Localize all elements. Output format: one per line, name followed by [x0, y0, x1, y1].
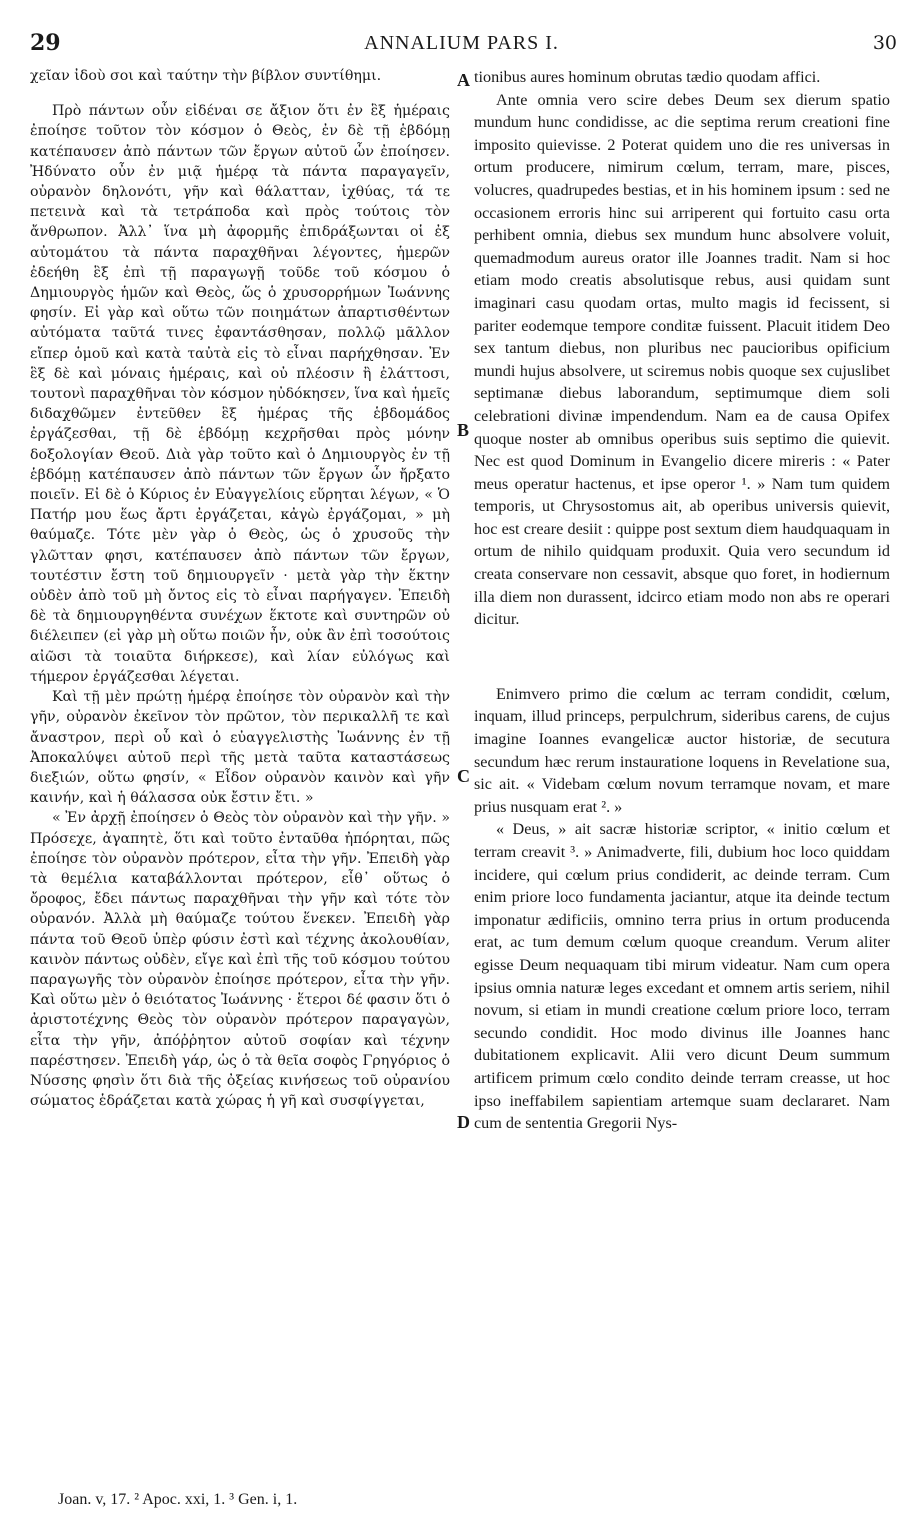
- greek-paragraph-1: Πρὸ πάντων οὖν εἰδέναι σε ἄξιον ὅτι ἐν ἓξ ἡμέραις ἐποίησε τοῦτον τὸν κόσμον ὁ Θεὸς, ἐν δὲ τῇ ἑβδόμῃ κατέπαυσεν ἀπὸ πάντων τῶν ἔργων αὐτοῦ ὧν ἐποίησεν. Ἠδύνατο οὖν ἐν μιᾷ ἡμέρᾳ τὰ πάντα παραγαγεῖν, οὐρανὸν δηλονότι, γῆν καὶ θάλατταν, ἰχθύας, τά τε πετεινὰ καὶ τὰ τετράποδα καὶ πρὸς τούτοις τὸν ἄνθρωπον. Ἀλλ᾽ ἵνα μὴ ἀφορμῆς ἐπιδράξωνται οἱ ἐξ αὐτομάτου τὰ πάντα παραχθῆναι λέγοντες, ἡμερῶν ἐδεήθη ἓξ ἐπὶ τῇ παραγωγῇ τοῦδε τοῦ κόσμου ὁ Δημιουργὸς ἡμῶν καὶ Θεὸς, ὥς ὁ χρυσορρήμων Ἰωάννης φησίν. Εἰ γὰρ καὶ οὕτω τῶν ποιημάτων ἀπαρτισθέντων αὐτόματα ταῦτά τινες ἐφαντάσθησαν, πολλῷ μᾶλλον εἴπερ ὁμοῦ καὶ κατὰ ταὐτὰ εἰς τὸ εἶναι παρήχθησαν. Ἐν ἓξ δὲ καὶ μόναις ἡμέραις, καὶ οὐ πλέοσιν ἢ ἐλάττοσι, τουτονὶ παραχθῆναι τὸν κόσμον ηὐδόκησεν, ἵνα καὶ ἡμεῖς διδαχθῶμεν ἐντεῦθεν ἓξ ἡμέρας τῆς ἑβδομάδος ἐργάζεσθαι, τῇ δὲ ἑβδόμῃ κεχρῆσθαι πρὸς μόνην δοξολογίαν Θεοῦ. Διὰ γὰρ τοῦτο καὶ ὁ Δημιουργὸς ἐν τῇ ἑβδόμῃ κατέπαυσεν ἀπὸ πάντων τῶν ἔργων ὧν ἤρξατο ποιεῖν. Εἰ δὲ ὁ Κύριος ἐν Εὐαγγελίοις εὕρηται λέγων, « Ὁ Πατήρ μου ἕως ἄρτι ἐργάζεται, κἀγὼ ἐργάζομαι, » μὴ θαύμαζε. Τότε μὲν γὰρ ὁ Θεὸς, ὡς ὁ χρυσοῦς τὴν γλῶτταν φησι, κατέπαυσεν ἀπὸ πάντων τῶν ἔργων, τουτέστιν ἔστη τοῦ δημιουργεῖν · μετὰ γὰρ τὴν ἕκτην οὐδὲν ἀπὸ τοῦ μὴ ὄντος εἰς τὸ εἶναι παρήγαγεν. Ἐπειδὴ δὲ τὰ δημιουργηθέντα συνέχων ἕκτοτε καὶ συντηρῶν οὐ διέλειπεν (εἰ γὰρ μὴ οὕτω ποιῶν ἦν, οὐκ ἂν ἐπὶ τοσούτοις αἰῶσι τὰ τοιαῦτα διήρκεσε), καὶ λίαν εὐλόγως καὶ τήμερον ἐργάζεσθαι λέγεται.: [30, 103, 450, 685]
- paragraph-gap: [30, 86, 450, 101]
- latin-paragraph-3: « Deus, » ait sacræ historiæ scriptor, « initio cœlum et terram creavit ³. » Animadverte, fili, dubium hoc loco quiddam incidere, qui cœlum prius condiderit, ac deinde terram. Cum enim priore loco fundamenta jaciantur, atque ita deinde tectum imponatur ædificiis, omnino terra prius in ortum producenda erat, ac tum demum cœlum quoque creandum. Verum aliter egisse Deum nequaquam tibi mirum videatur. Nam cum opera ipsius omnia naturæ leges excedant et omnem artis seriem, nihil novum, si etiam in mundi creatione cœlum priore loco, terram secundo condidit. Hoc modo divinus ille Joannes hanc dubitationem explicavit. Alii vero dicunt Deum summum artificem primum cœlo condito deinde terram creasse, ut hoc ipso ineffabilem sapientiam artemque suam declararet. Nam cum de sententia Gregorii Nys-: [474, 820, 890, 1133]
- running-title: ANNALIUM PARS I.: [364, 32, 559, 54]
- greek-column: [30, 66, 450, 1111]
- margin-marker-a: A: [457, 70, 470, 90]
- page-number-right: 30: [872, 32, 897, 54]
- latin-paragraph-1: Ante omnia vero scire debes Deum sex dierum spatio mundum hunc condidisse, ac die septima rerum creationi fine imposito quievisse. 2 Poterat quidem uno die res universas in ortum producere, nimirum cœlum, terram, mare, pisces, volucres, quadrupedes bestias, et in his hominem ipsum : sed ne occasionem erroris hinc sui arriperent qui fortuito casu orta perhibent omnia, diebus sex mundum hunc absolvere voluit, quemadmodum aureus orator ille Joannes tradit. Nam si hoc etiam modo creatis absolutisque rebus, ausi quidam sunt imaginari casu quodam ortas, multo magis id fecissent, si pariter eodemque tempore conditæ fuissent. Placuit itidem Deo sex tantum diebus, non pluribus nec paucioribus opificium mundi hujus absolvere, ut sciremus nobis quoque sex cujuslibet septimanæ diebus laborandum, septimumque diem soli celebrationi divinæ impendendum. Nam ea de causa Opifex quoque noster ab omnibus operibus suis septimo die quievit. Nec est quod Dominum in Evangelio dicere mireris : « Pater meus operatur hactenus, et ipse operor ¹. » Nam tum quidem temporis, ut Chrysostomus ait, ab operibus universis quievit, hoc est creare desiit : quippe post sextum diem haudquaquam in ortum de nihilo quidquam produxit. Quia vero secundum id creata conservare non cessavit, absque quo foret, in hodiernum illa diem non durassent, idcirco etiam modo non abs re operari dicitur.: [474, 90, 890, 629]
- latin-paragraph-0: tionibus aures hominum obrutas tædio quodam affici.: [474, 68, 821, 86]
- page-number-left: 29: [30, 30, 61, 56]
- greek-paragraph-0: χεῖαν ἰδοὺ σοι καὶ ταύτην τὴν βίβλον συντίθημι.: [30, 68, 382, 84]
- paragraph-gap: [474, 631, 890, 683]
- footnotes: Joan. v, 17. ² Apoc. xxi, 1. ³ Gen. i, 1.: [58, 1491, 298, 1508]
- margin-marker-c: C: [457, 766, 470, 786]
- greek-paragraph-2: Καὶ τῇ μὲν πρώτῃ ἡμέρᾳ ἐποίησε τὸν οὐρανὸν καὶ τὴν γῆν, οὐρανὸν ἐκεῖνον τὸν πρῶτον, τὸν περικαλλῆ τε καὶ ἄναστρον, περὶ οὗ καὶ ὁ εὐαγγελιστὴς Ἰωάννης ἐν τῇ Ἀποκαλύψει αὐτοῦ περὶ τῆς μετὰ ταῦτα καταστάσεως διεξιών, οὕτω φησίν, « Εἶδον οὐρανὸν καινὸν καὶ γῆν καινήν, καὶ ἡ θάλασσα οὐκ ἔστιν ἔτι. »: [30, 689, 450, 807]
- margin-marker-b: B: [457, 420, 470, 440]
- latin-column: [474, 66, 890, 1135]
- latin-paragraph-2: Enimvero primo die cœlum ac terram condidit, cœlum, inquam, illud princeps, perpulchrum, sideribus carens, de cujus imagine Ioannes evangelicæ auctor historiæ, de secutura secundum hæc rerum instauratione loquens in Revelatione sua, sic ait. « Videbam cœlum novum terramque novam, et mare prius nusquam erat ². »: [474, 684, 890, 816]
- margin-marker-d: D: [457, 1112, 470, 1132]
- running-header: [0, 30, 923, 60]
- greek-paragraph-3: « Ἐν ἀρχῇ ἐποίησεν ὁ Θεὸς τὸν οὐρανὸν καὶ τὴν γῆν. » Πρόσεχε, ἀγαπητὲ, ὅτι καὶ τοῦτο ἐνταῦθα ἠπόρηται, πῶς ἐποίησε τὸν οὐρανὸν πρότερον, εἶτα τὴν γῆν. Ἐπειδὴ γὰρ τὰ θεμέλια καταβάλλονται πρότερον, εἶθ᾽ οὕτως ὁ ὄροφος, ἔδει πάντως παραχθῆναι τὴν γῆν καὶ τότε τὸν οὐρανόν. Ἀλλὰ μὴ θαύμαζε τούτου ἕνεκεν. Ἐπειδὴ γὰρ πάντα τοῦ Θεοῦ ὑπὲρ φύσιν ἐστὶ καὶ τέχνης ἀκολουθίαν, καινὸν πάντως οὐδὲν, εἴγε καὶ ἐπὶ τῆς τοῦ κόσμου τούτου παραγωγῆς τὸν οὐρανὸν ἐποίησε πρότερον, εἶτα τὴν γῆν. Καὶ οὕτω μὲν ὁ θειότατος Ἰωάννης · ἕτεροι δέ φασιν ὅτι ὁ ἀριστοτέχνης Θεὸς τὸν οὐρανὸν πρότερον παραγαγὼν, εἶτα τὴν γῆν, ἀπόῤῥητον αὐτοῦ σοφίαν καὶ τέχνην παρέστησεν. Ἐπειδὴ γάρ, ὡς ὁ τὰ θεῖα σοφὸς Γρηγόριος ὁ Νύσσης φησὶν ὅτι διὰ τῆς ὀξείας κινήσεως τοῦ οὐρανίου σώματος ἑδράζεται κατὰ χώρας ἡ γῆ καὶ συσφίγγεται,: [30, 810, 450, 1110]
